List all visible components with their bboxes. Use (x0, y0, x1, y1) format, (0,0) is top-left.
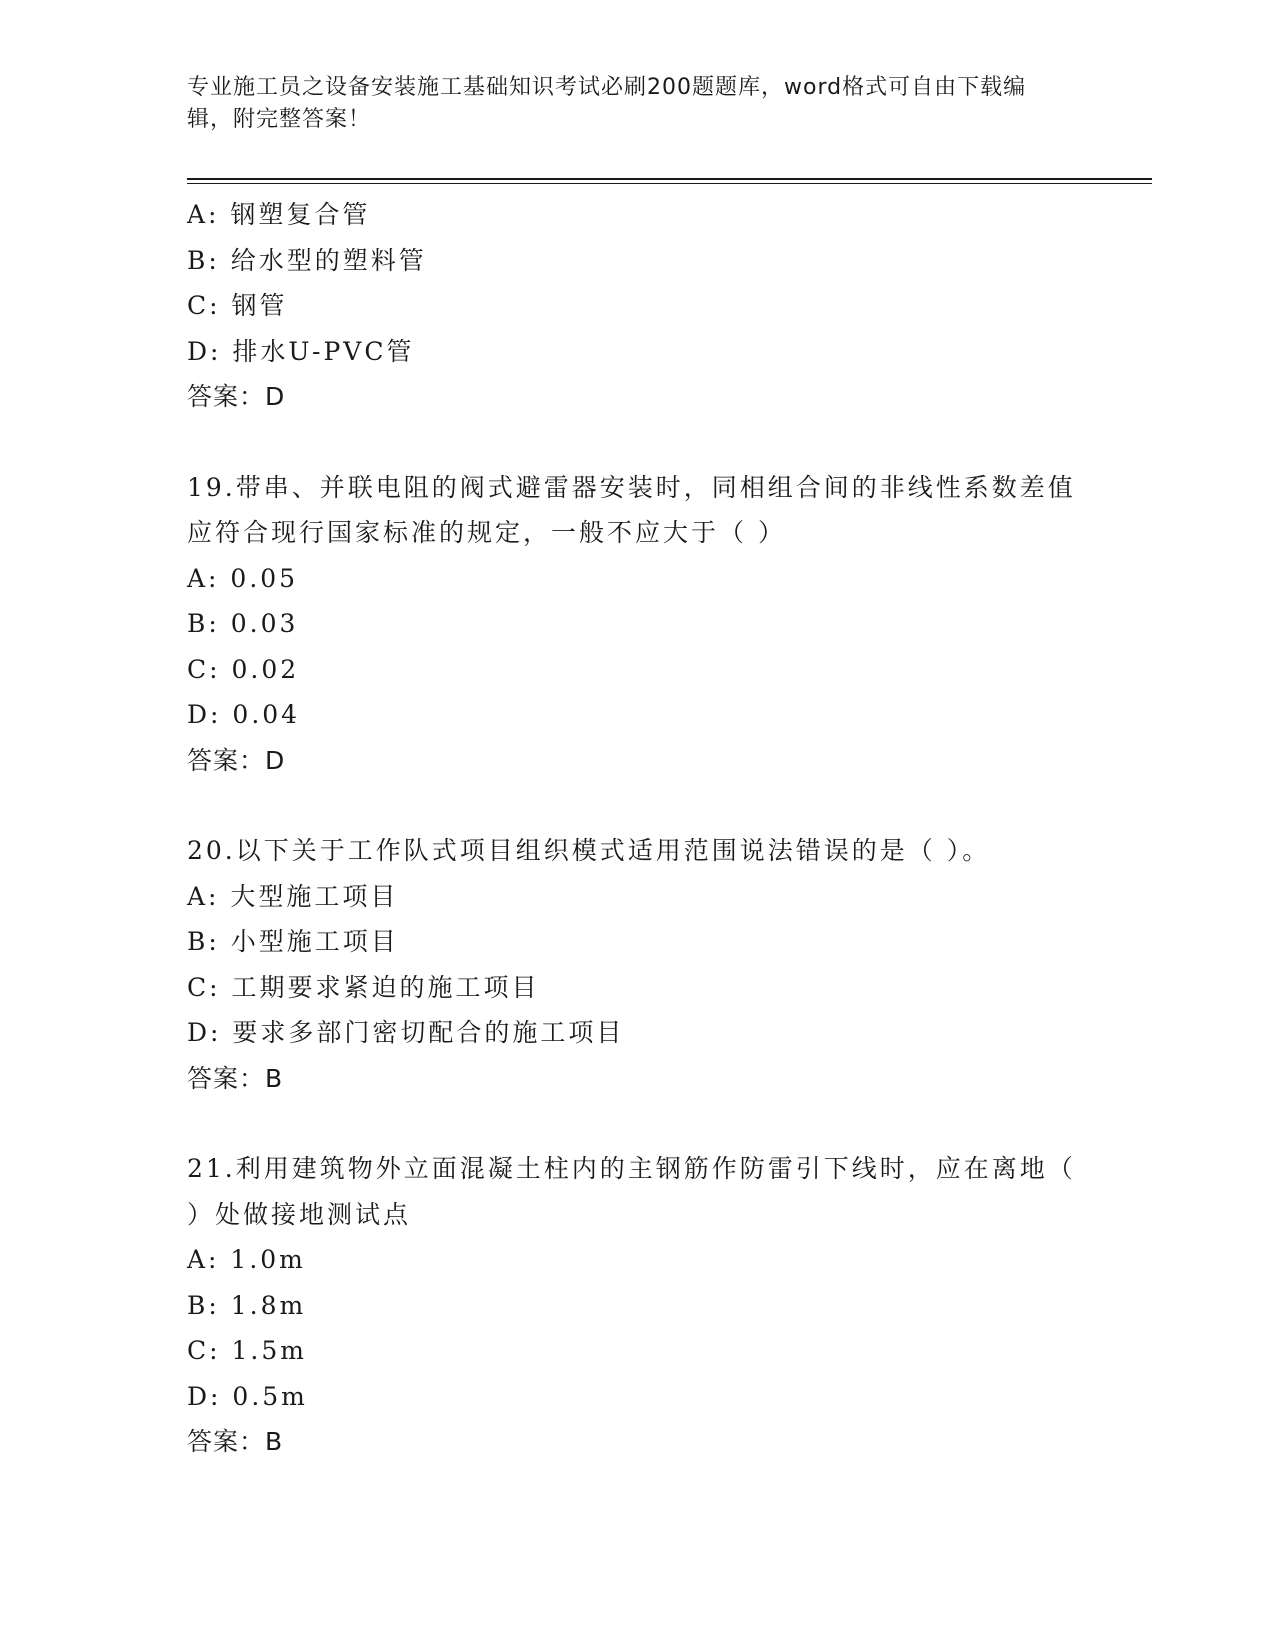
header-divider (187, 178, 1152, 184)
question-list (187, 192, 1152, 1465)
question-21 (187, 1146, 1152, 1465)
option-b: B: 小型施工项目 (187, 927, 399, 956)
document-header-title: 专业施工员之设备安装施工基础知识考试必刷200题题库，word格式可自由下载编辑，附完整答案！ (187, 75, 1027, 132)
option-b: B: 给水型的塑料管 (187, 245, 427, 275)
document-page (187, 72, 1152, 1465)
answer-line: 答案：B (187, 1063, 284, 1093)
divider-thin-line (187, 183, 1152, 184)
option-a: A: 钢塑复合管 (187, 200, 371, 229)
question-18-continued (187, 192, 1152, 420)
question-text: 19.带串、并联电阻的阀式避雷器安装时，同相组合间的非线性系数差值应符合现行国家标准的规定，一般不应大于（ ） (187, 472, 1076, 547)
option-c: C: 工期要求紧迫的施工项目 (187, 972, 540, 1002)
question-text: 20.以下关于工作队式项目组织模式适用范围说法错误的是（ ）。 (187, 836, 991, 865)
answer-line: 答案：B (187, 1427, 284, 1456)
answer-line: 答案：D (187, 382, 286, 411)
divider-thick-line (187, 178, 1152, 180)
answer-line: 答案：D (187, 745, 286, 775)
question-20 (187, 828, 1152, 1101)
question-text: 21.利用建筑物外立面混凝土柱内的主钢筋作防雷引下线时，应在离地（ ）处做接地测试点 (187, 1154, 1076, 1229)
option-a: A: 0.05 (187, 563, 299, 593)
option-a: A: 大型施工项目 (187, 881, 399, 911)
option-d: D: 排水U-PVC管 (187, 336, 415, 366)
option-d: D: 要求多部门密切配合的施工项目 (187, 1018, 625, 1047)
option-b: B: 0.03 (187, 609, 299, 638)
option-a: A: 1.0m (187, 1245, 306, 1274)
option-c: C: 0.02 (187, 654, 300, 684)
question-19 (187, 465, 1152, 784)
option-c: C: 1.5m (187, 1336, 307, 1365)
option-c: C: 钢管 (187, 291, 288, 320)
option-d: D: 0.04 (187, 700, 301, 729)
option-b: B: 1.8m (187, 1290, 307, 1320)
option-d: D: 0.5m (187, 1381, 308, 1411)
